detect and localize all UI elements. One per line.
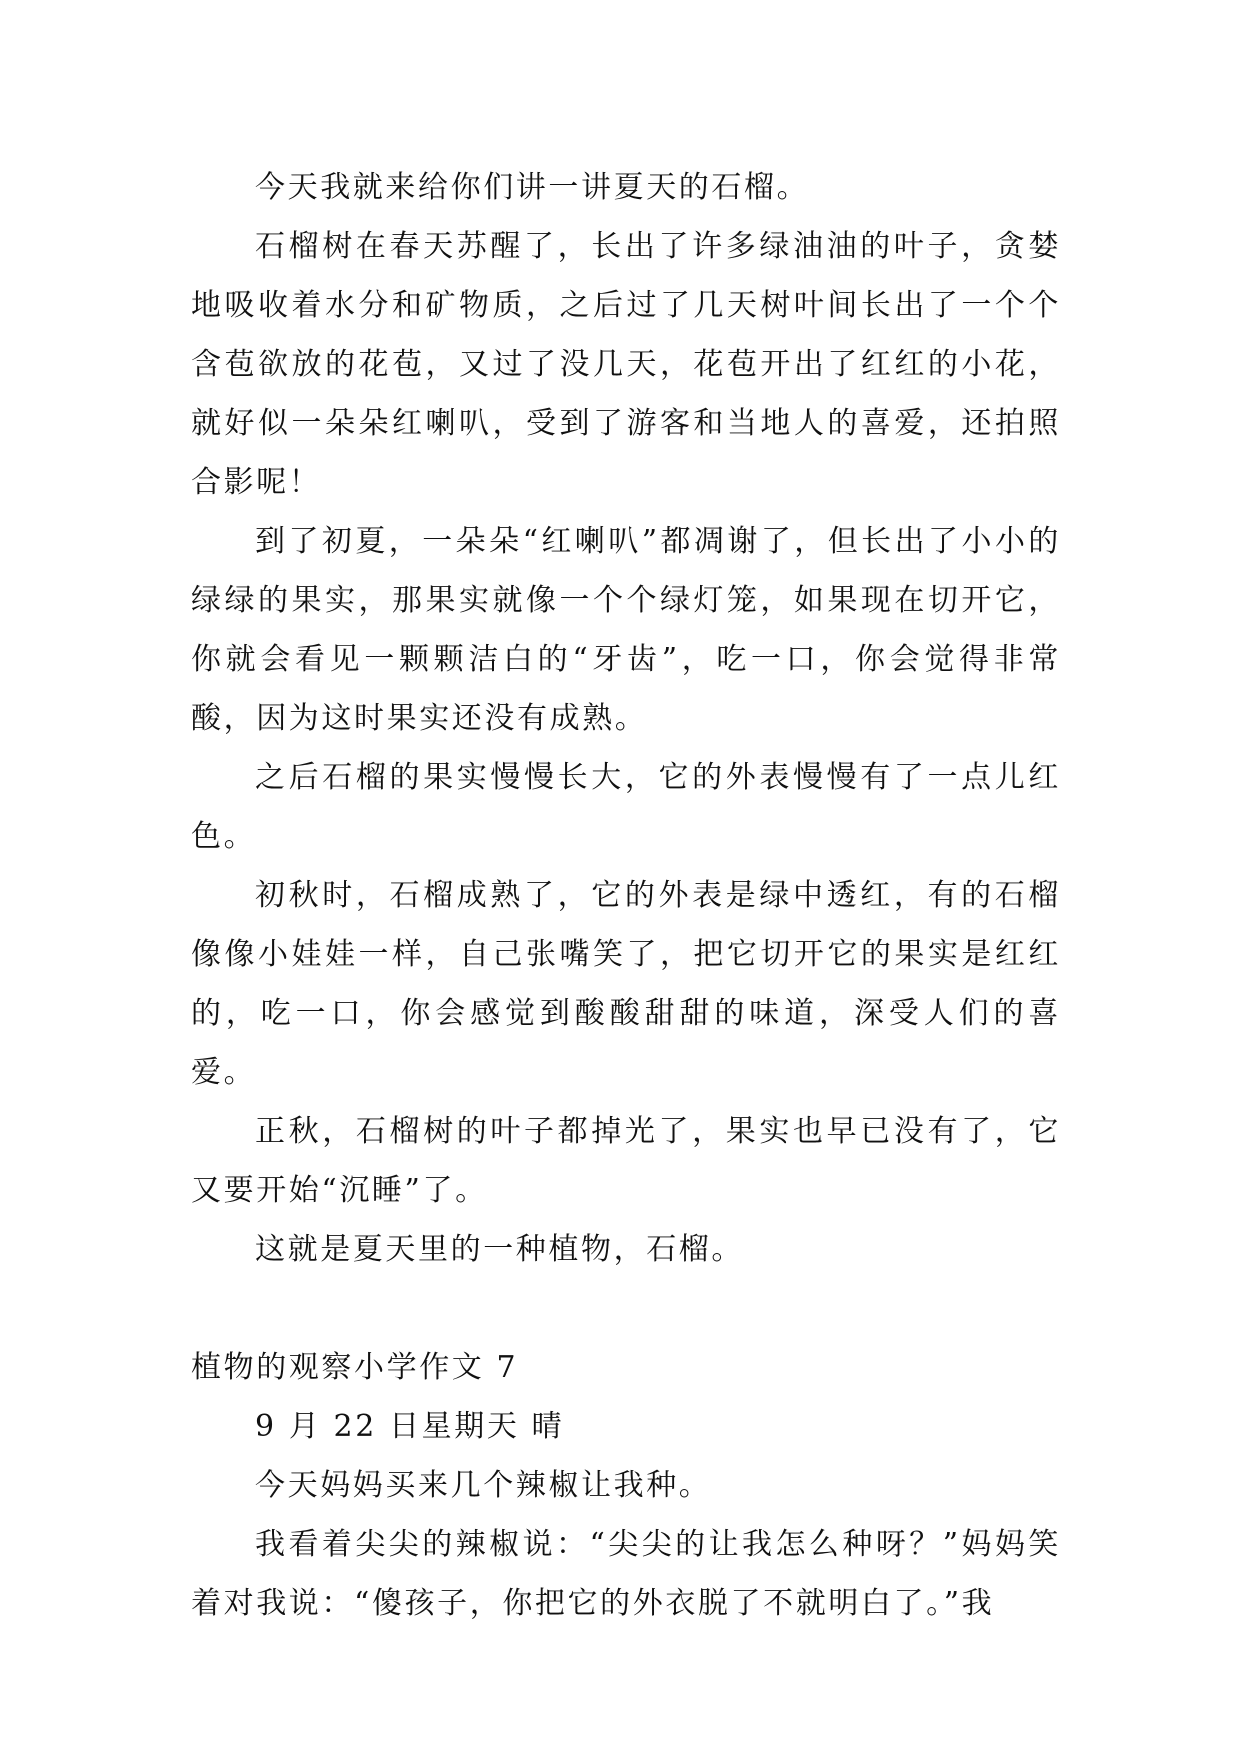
paragraph: 这就是夏天里的一种植物，石榴。 [255, 1232, 744, 1267]
paragraph: 今天我就来给你们讲一讲夏天的石榴。 [255, 170, 810, 205]
paragraph: 石榴树在春天苏醒了，长出了许多绿油油的叶子，贪婪地吸收着水分和矿物质，之后过了几天树叶间长出了一个个含苞欲放的花苞，又过了没几天，花苞开出了红红的小花，就好似一朵朵红喇叭，受到了游客和当地人的喜爱，还拍照合影呢！ [191, 229, 1061, 500]
paragraph: 之后石榴的果实慢慢长大，它的外表慢慢有了一点儿红色。 [191, 760, 1061, 854]
paragraph: 到了初夏，一朵朵“红喇叭”都凋谢了，但长出了小小的绿绿的果实，那果实就像一个个绿灯笼，如果现在切开它，你就会看见一颗颗洁白的“牙齿”，吃一口，你会觉得非常酸，因为这时果实还没有成熟。 [191, 524, 1061, 736]
section-title: 植物的观察小学作文 7 [191, 1350, 519, 1385]
paragraph: 我看着尖尖的辣椒说：“尖尖的让我怎么种呀？”妈妈笑着对我说：“傻孩子，你把它的外衣脱了不就明白了。”我 [191, 1527, 1061, 1621]
diary-date-line: 9 月 22 日星期天 晴 [255, 1409, 565, 1444]
paragraph: 今天妈妈买来几个辣椒让我种。 [255, 1468, 712, 1503]
paragraph: 初秋时，石榴成熟了，它的外表是绿中透红，有的石榴像像小娃娃一样，自己张嘴笑了，把它切开它的果实是红红的，吃一口，你会感觉到酸酸甜甜的味道，深受人们的喜爱。 [191, 878, 1061, 1090]
paragraph: 正秋，石榴树的叶子都掉光了，果实也早已没有了，它又要开始“沉睡”了。 [191, 1114, 1061, 1208]
document-body [191, 158, 1061, 1633]
